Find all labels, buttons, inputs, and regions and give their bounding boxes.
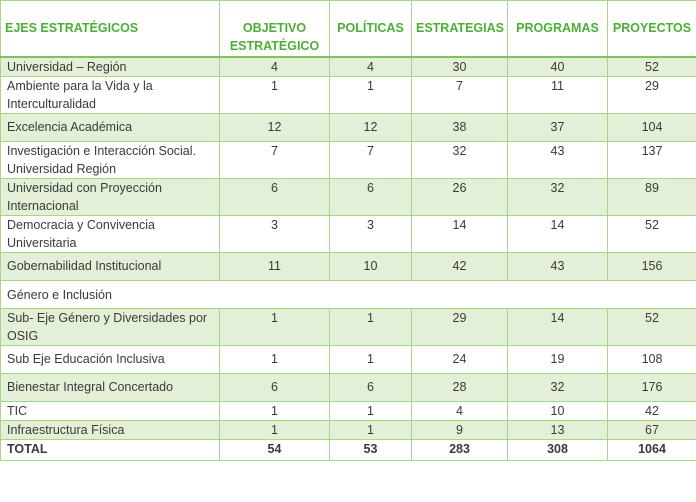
header-programas: PROGRAMAS	[508, 1, 608, 57]
row-programas: 13	[508, 420, 608, 439]
row-eje: Universidad – Región	[1, 57, 220, 77]
total-programas: 308	[508, 439, 608, 460]
table-row	[1, 345, 696, 373]
row-politicas: 1	[330, 345, 412, 373]
row-programas: 43	[508, 141, 608, 178]
total-objetivo: 54	[220, 439, 330, 460]
row-politicas: 10	[330, 252, 412, 280]
row-proyectos: 29	[608, 76, 696, 113]
row-proyectos: 176	[608, 373, 696, 401]
row-proyectos: 67	[608, 420, 696, 439]
row-proyectos: 156	[608, 252, 696, 280]
row-estrategias: 42	[412, 252, 508, 280]
row-eje: Sub- Eje Género y Diversidades por OSIG	[1, 308, 220, 345]
row-objetivo: 1	[220, 308, 330, 345]
row-objetivo: 4	[220, 57, 330, 77]
table-row	[1, 76, 696, 113]
row-programas: 32	[508, 373, 608, 401]
row-programas: 19	[508, 345, 608, 373]
row-objetivo: 1	[220, 345, 330, 373]
row-programas: 32	[508, 178, 608, 215]
table-row	[1, 215, 696, 252]
header-estrategias: ESTRATEGIAS	[412, 1, 508, 57]
row-objetivo: 1	[220, 420, 330, 439]
row-estrategias: 32	[412, 141, 508, 178]
row-objetivo: 7	[220, 141, 330, 178]
table-row	[1, 57, 696, 77]
row-programas: 43	[508, 252, 608, 280]
row-proyectos: 52	[608, 57, 696, 77]
total-label: TOTAL	[1, 439, 220, 460]
header-politicas: POLÍTICAS	[330, 1, 412, 57]
row-programas: 10	[508, 401, 608, 420]
row-eje: Democracia y Convivencia Universitaria	[1, 215, 220, 252]
row-estrategias: 24	[412, 345, 508, 373]
row-estrategias: 26	[412, 178, 508, 215]
row-politicas: 1	[330, 420, 412, 439]
row-estrategias: 7	[412, 76, 508, 113]
row-politicas: 1	[330, 308, 412, 345]
table-row	[1, 308, 696, 345]
row-objetivo: 1	[220, 401, 330, 420]
total-estrategias: 283	[412, 439, 508, 460]
row-proyectos: 52	[608, 215, 696, 252]
row-politicas: 1	[330, 76, 412, 113]
row-politicas: 7	[330, 141, 412, 178]
row-objetivo: 11	[220, 252, 330, 280]
row-politicas: 12	[330, 113, 412, 141]
row-estrategias: 9	[412, 420, 508, 439]
header-objetivo: OBJETIVO ESTRATÉGICO	[220, 1, 330, 57]
table-row	[1, 401, 696, 420]
row-eje: Ambiente para la Vida y la Interculturalidad	[1, 76, 220, 113]
row-programas: 14	[508, 215, 608, 252]
row-programas: 11	[508, 76, 608, 113]
section-row	[1, 280, 696, 308]
row-proyectos: 89	[608, 178, 696, 215]
row-objetivo: 12	[220, 113, 330, 141]
row-politicas: 1	[330, 401, 412, 420]
row-eje: Investigación e Interacción Social. Universidad Región	[1, 141, 220, 178]
row-proyectos: 52	[608, 308, 696, 345]
row-estrategias: 38	[412, 113, 508, 141]
row-politicas: 4	[330, 57, 412, 77]
row-objetivo: 1	[220, 76, 330, 113]
header-ejes: EJES ESTRATÉGICOS	[1, 1, 220, 57]
row-programas: 37	[508, 113, 608, 141]
row-objetivo: 6	[220, 373, 330, 401]
total-proyectos: 1064	[608, 439, 696, 460]
table-row	[1, 252, 696, 280]
header-proyectos: PROYECTOS	[608, 1, 696, 57]
row-eje: Gobernabilidad Institucional	[1, 252, 220, 280]
row-proyectos: 137	[608, 141, 696, 178]
table-row	[1, 141, 696, 178]
row-proyectos: 42	[608, 401, 696, 420]
row-estrategias: 28	[412, 373, 508, 401]
section-label: Género e Inclusión	[1, 280, 696, 308]
row-estrategias: 29	[412, 308, 508, 345]
row-eje: Excelencia Académica	[1, 113, 220, 141]
row-eje: Universidad con Proyección Internacional	[1, 178, 220, 215]
row-estrategias: 4	[412, 401, 508, 420]
row-politicas: 3	[330, 215, 412, 252]
row-objetivo: 3	[220, 215, 330, 252]
total-row	[1, 439, 696, 460]
header-row	[1, 1, 696, 57]
row-eje: Sub Eje Educación Inclusiva	[1, 345, 220, 373]
row-eje: TIC	[1, 401, 220, 420]
row-estrategias: 30	[412, 57, 508, 77]
row-programas: 14	[508, 308, 608, 345]
row-proyectos: 108	[608, 345, 696, 373]
row-eje: Bienestar Integral Concertado	[1, 373, 220, 401]
row-politicas: 6	[330, 373, 412, 401]
row-proyectos: 104	[608, 113, 696, 141]
total-politicas: 53	[330, 439, 412, 460]
row-estrategias: 14	[412, 215, 508, 252]
row-politicas: 6	[330, 178, 412, 215]
row-eje: Infraestructura Física	[1, 420, 220, 439]
table-row	[1, 373, 696, 401]
table-row	[1, 113, 696, 141]
row-programas: 40	[508, 57, 608, 77]
table-row	[1, 178, 696, 215]
row-objetivo: 6	[220, 178, 330, 215]
table-row	[1, 420, 696, 439]
